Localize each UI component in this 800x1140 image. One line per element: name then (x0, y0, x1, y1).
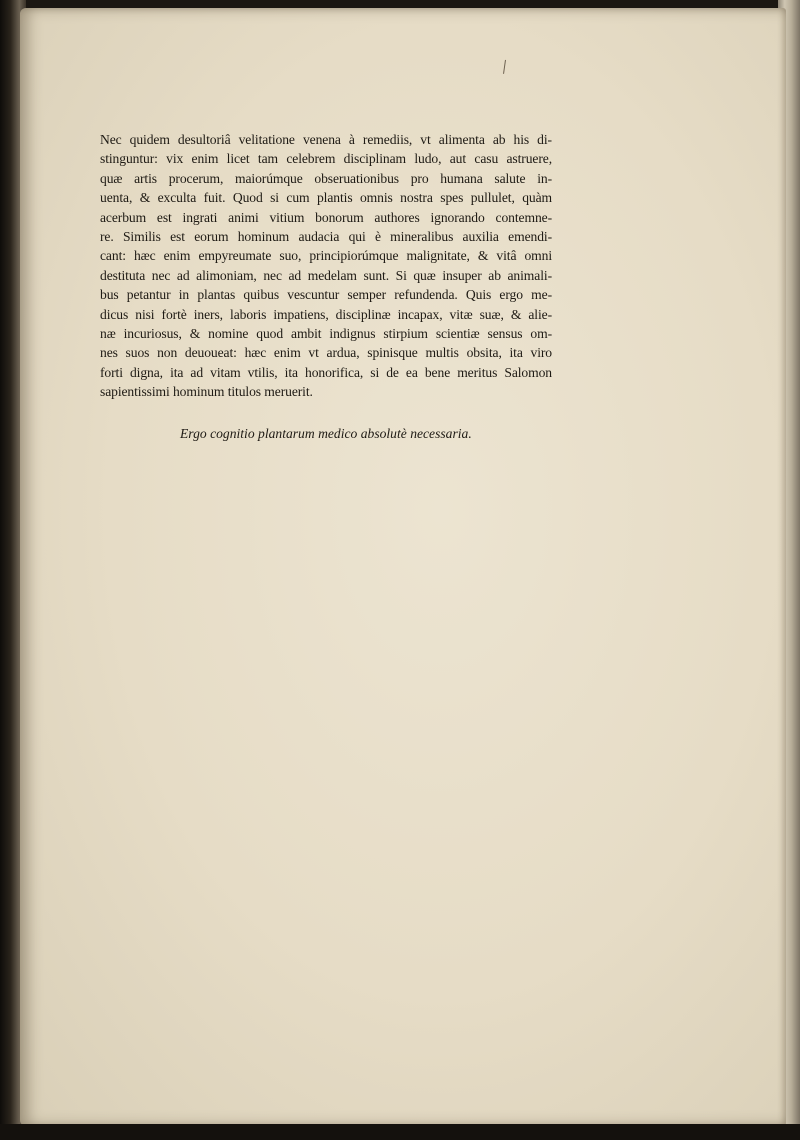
paragraph-line: næ incuriosus, & nomine quod ambit indignus stirpium scientiæ sensus om- (100, 325, 552, 341)
paragraph-line: re. Similis est eorum hominum audacia qui è mineralibus auxilia emendi- (100, 228, 552, 244)
paragraph-line: uenta, & exculta fuit. Quod si cum plantis omnis nostra spes pullulet, quàm (100, 190, 552, 206)
bottom-shadow (0, 1124, 800, 1140)
paragraph-line: stinguntur: vix enim licet tam celebrem disciplinam ludo, aut casu astruere, (100, 151, 552, 167)
paragraph-line: sapientissimi hominum titulos meruerit. (100, 384, 313, 400)
paragraph-line: nes suos non deuoueat: hæc enim vt ardua, spinisque multis obsita, ita viro (100, 345, 552, 361)
paragraph-line: cant: hæc enim empyreumate suo, principiorúmque malignitate, & vitâ omni (100, 248, 552, 264)
paragraph-line: Nec quidem desultoriâ velitatione venena à remediis, vt alimenta ab his di- (100, 132, 552, 147)
paragraph-line: dicus nisi fortè iners, laboris impatiens, disciplinæ incapax, vitæ suæ, & alie- (100, 306, 552, 322)
paragraph-line: bus petantur in plantas quibus vescuntur semper refundenda. Quis ergo me- (100, 287, 552, 303)
paragraph-line: acerbum est ingrati animi vitium bonorum authores ignorando contemne- (100, 209, 552, 225)
body-paragraph (100, 130, 552, 401)
paragraph-line: destituta nec ad alimoniam, nec ad medelam sunt. Si quæ insuper ab animali- (100, 267, 552, 283)
paragraph-line: forti digna, ita ad vitam vtilis, ita honorifica, si de ea bene meritus Salomon (100, 364, 552, 380)
paragraph-line: quæ artis procerum, maiorúmque obseruationibus pro humana salute in- (100, 170, 552, 186)
conclusion-line: Ergo cognitio plantarum medico absolutè necessaria. (180, 426, 472, 441)
